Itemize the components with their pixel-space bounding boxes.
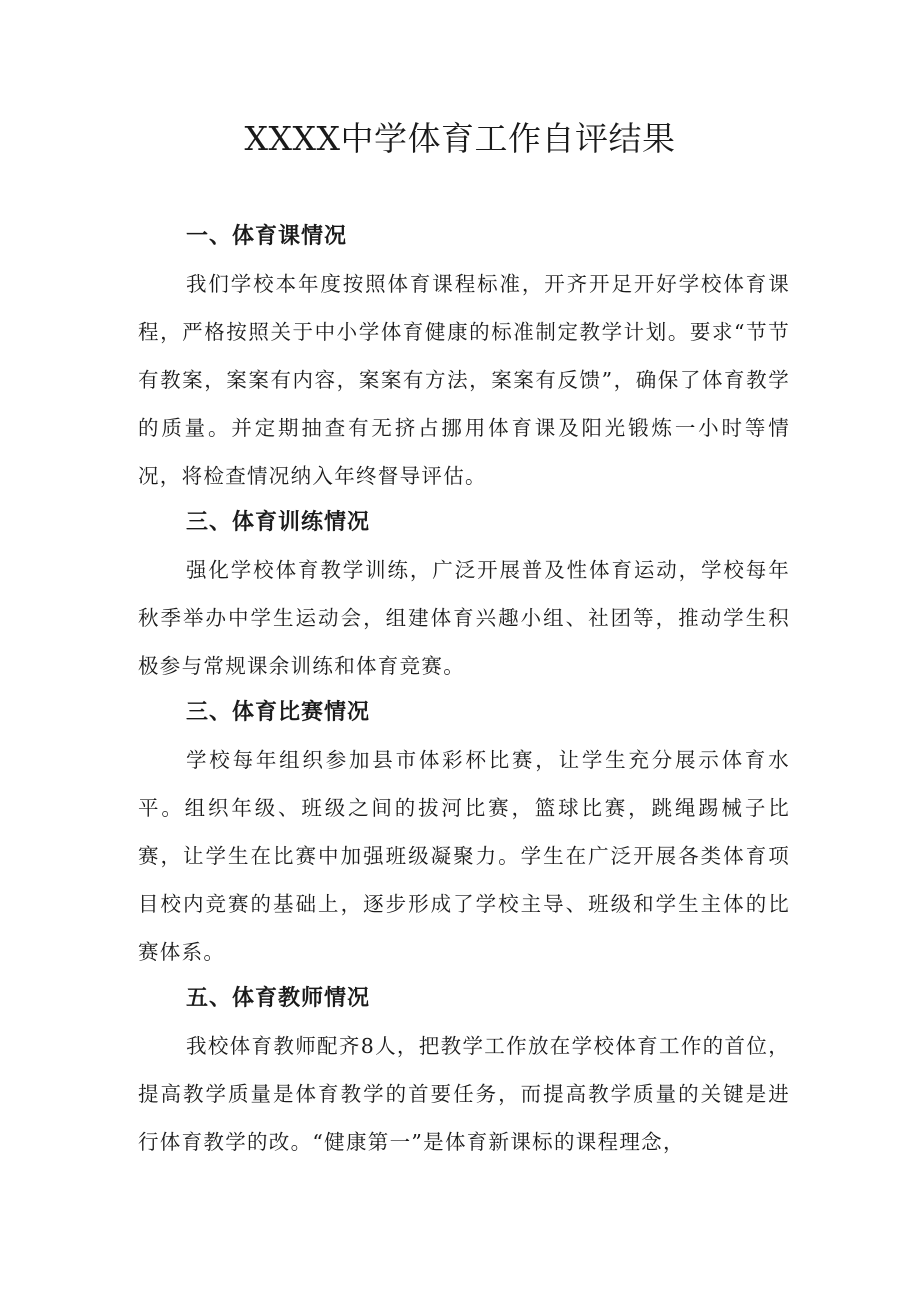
document-title: XXXX中学体育工作自评结果 xyxy=(244,119,676,158)
document-body xyxy=(138,214,790,1166)
section-paragraph-pe-training: 强化学校体育教学训练，广泛开展普及性体育运动，学校每年秋季举办中学生运动会，组建体育兴趣小组、社团等，推动学生积极参与常规课余训练和体育竞赛。 xyxy=(138,558,790,678)
section-paragraph-pe-class: 我们学校本年度按照体育课程标准，开齐开足开好学校体育课程，严格按照关于中小学体育健康的标准制定教学计划。要求“节节有教案，案案有内容，案案有方法，案案有反馈”，确保了体育教学的质量。并定期抽查有无挤占挪用体育课及阳光锻炼一小时等情况，将检查情况纳入年终督导评估。 xyxy=(138,272,790,488)
section-heading-pe-class: 一、体育课情况 xyxy=(186,224,348,249)
section-paragraph-pe-competition: 学校每年组织参加县市体彩杯比赛，让学生充分展示体育水平。组织年级、班级之间的拔河比赛，篮球比赛，跳绳踢械子比赛，让学生在比赛中加强班级凝聚力。学生在广泛开展各类体育项目校内竞赛的基础上，逐步形成了学校主导、班级和学生主体的比赛体系。 xyxy=(138,748,790,964)
section-heading-pe-training: 三、体育训练情况 xyxy=(186,510,371,535)
section-heading-pe-competition: 三、体育比赛情况 xyxy=(186,700,371,725)
section-heading-pe-teachers: 五、体育教师情况 xyxy=(186,986,371,1011)
section-paragraph-pe-teachers: 我校体育教师配齐8人，把教学工作放在学校体育工作的首位，提高教学质量是体育教学的首要任务，而提高教学质量的关键是进行体育教学的改。“健康第一”是体育新课标的课程理念， xyxy=(138,1034,790,1154)
